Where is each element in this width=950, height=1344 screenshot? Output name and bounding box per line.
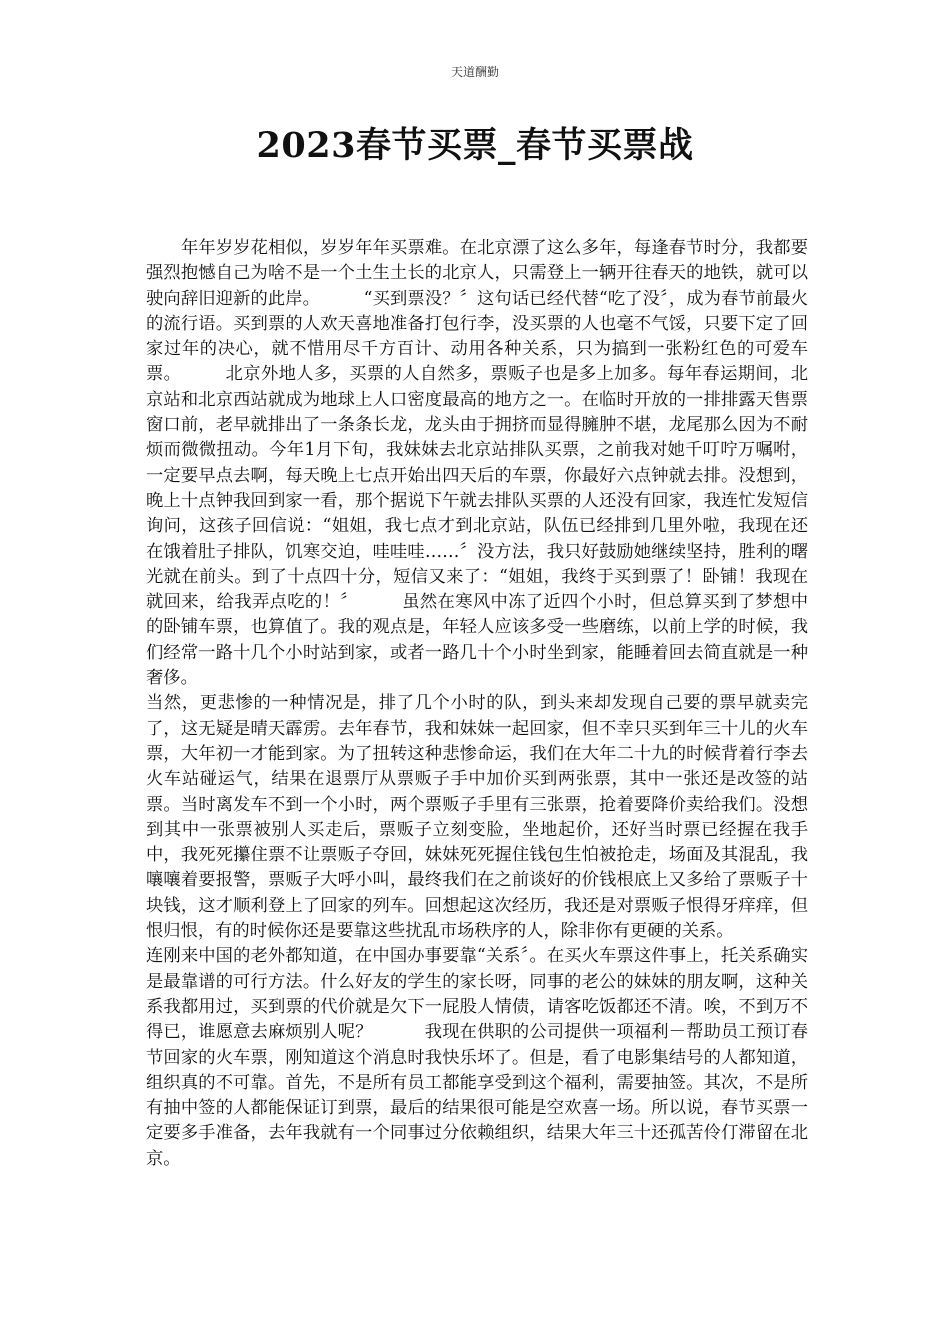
document-title: 2023春节买票_春节买票战: [256, 125, 694, 166]
paragraph-1: 年年岁岁花相似，岁岁年年买票难。在北京漂了这么多年，每逢春节时分，我都要强烈抱憾自己为啥不是一个土生土长的北京人，只需登上一辆开往春天的地铁，就可以驶向辞旧迎新的此岸。 “买到票没？〞这句话已经代替“吃了没〞，成为春节前最火的流行语。买到票的人欢天喜地准备打包行李，没买票的人也毫不气馁，只要下定了回家过年的决心，就不惜用尽千方百计、动用各种关系，只为搞到一张粉红色的可爱车票。 北京外地人多，买票的人自然多，票贩子也是多上加多。每年春运期间，北京站和北京西站就成为地球上人口密度最高的地方之一。在临时开放的一排排露天售票窗口前，老早就排出了一条条长龙，龙头由于拥挤而显得臃肿不堪，龙尾那么因为不耐烦而微微扭动。今年1月下旬，我妹妹去北京站排队买票，之前我对她千叮咛万嘱咐，一定要早点去啊，每天晚上七点开始出四天后的车票，你最好六点钟就去排。没想到，晚上十点钟我回到家一看，那个据说下午就去排队买票的人还没有回家，我连忙发短信询问，这孩子回信说：“姐姐，我七点才到北京站，队伍已经排到几里外啦，我现在还在饿着肚子排队，饥寒交迫，哇哇哇……〞没方法，我只好鼓励她继续坚持，胜利的曙光就在前头。到了十点四十分，短信又来了：“姐姐，我终于买到票了！卧铺！我现在就回来，给我弄点吃的！〞 虽然在寒风中冻了近四个小时，但总算买到了梦想中的卧铺车票，也算值了。我的观点是，年轻人应该多受一些磨练，以前上学的时候，我们经常一路十几个小时站到家，或者一路几十个小时坐到家，能睡着回去简直就是一种奢侈。: [146, 238, 808, 689]
paragraph-3: 连刚来中国的老外都知道，在中国办事要靠“关系〞。在买火车票这件事上，托关系确实是最靠谱的可行方法。什么好友的学生的家长呀，同事的老公的妹妹的朋友啊，这种关系我都用过，买到票的代价就是欠下一屁股人情债，请客吃饭都还不清。唉，不到万不得已，谁愿意去麻烦别人呢？ 我现在供职的公司提供一项福利－帮助员工预订春节回家的火车票，刚知道这个消息时我快乐坏了。但是，看了电影集结号的人都知道，组织真的不可靠。首先，不是所有员工都能享受到这个福利，需要抽签。其次，不是所有抽中签的人都能保证订到票，最后的结果很可能是空欢喜一场。所以说，春节买票一定要多手准备，去年我就有一个同事过分依赖组织，结果大年三十还孤苦伶仃滞留在北京。: [146, 946, 808, 1169]
paragraph-2: 当然，更悲惨的一种情况是，排了几个小时的队，到头来却发现自己要的票早就卖完了，这无疑是晴天霹雳。去年春节，我和妹妹一起回家，但不幸只买到年三十儿的火车票，大年初一才能到家。为了扭转这种悲惨命运，我们在大年二十九的时候背着行李去火车站碰运气，结果在退票厅从票贩子手中加价买到两张票，其中一张还是改签的站票。当时离发车不到一个小时，两个票贩子手里有三张票，抢着要降价卖给我们。没想到其中一张票被别人买走后，票贩子立刻变脸，坐地起价，还好当时票已经握在我手中，我死死攥住票不让票贩子夺回，妹妹死死握住钱包生怕被抢走，场面及其混乱，我嚷嚷着要报警，票贩子大呼小叫，最终我们在之前谈好的价钱根底上又多给了票贩子十块钱，这才顺利登上了回家的列车。回想起这次经历，我还是对票贩子恨得牙痒痒，但恨归恨，有的时候你还是要靠这些扰乱市场秩序的人，除非你有更硬的关系。: [146, 693, 808, 942]
article-body: [146, 236, 808, 1172]
page-header: 天道酬勤: [450, 65, 499, 79]
